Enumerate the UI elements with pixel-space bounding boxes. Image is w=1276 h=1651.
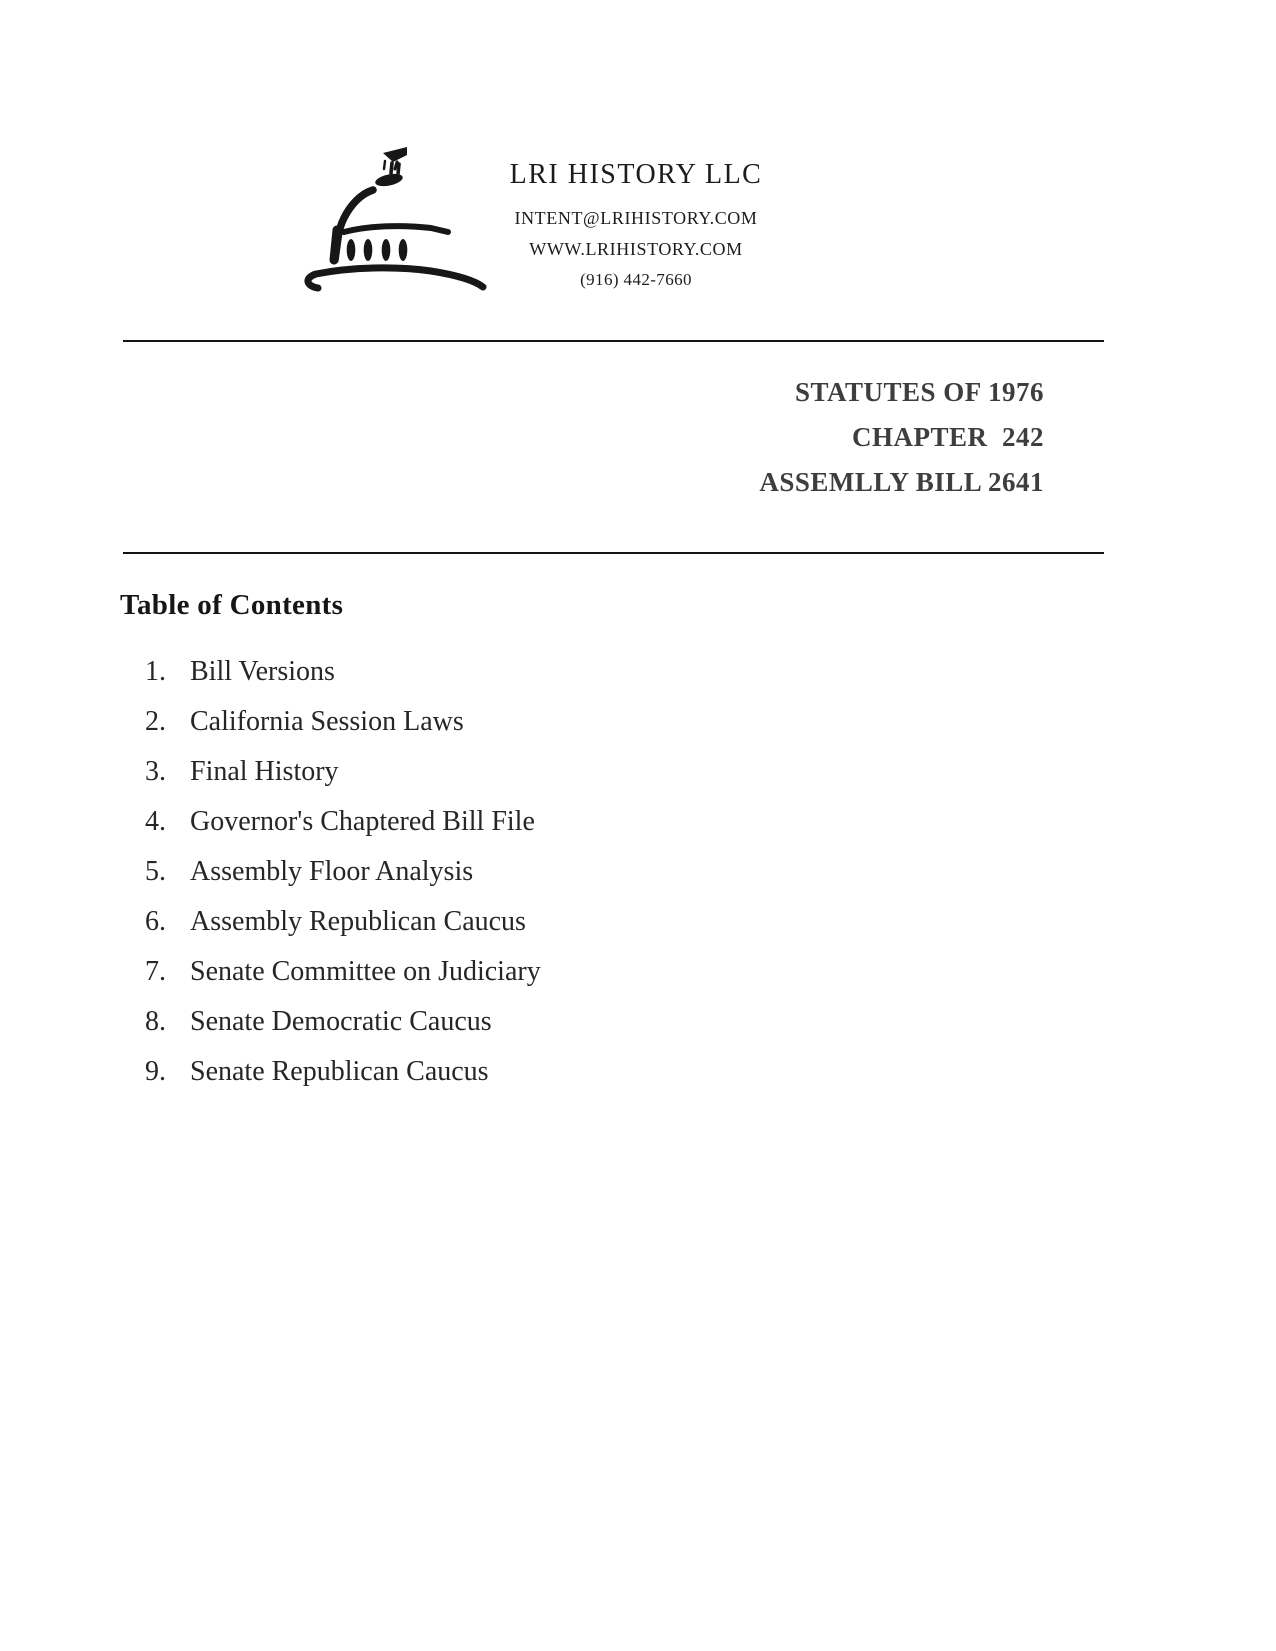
toc-item-label: Bill Versions (190, 656, 335, 687)
toc-item-label: Final History (190, 756, 339, 787)
company-header (456, 158, 816, 295)
toc-item (145, 697, 541, 747)
toc-item-number: 6. (145, 906, 166, 937)
toc-item-number: 7. (145, 956, 166, 987)
toc-item-label: Senate Democratic Caucus (190, 1006, 492, 1037)
toc-item-number: 3. (145, 756, 166, 787)
toc-item (145, 647, 541, 697)
toc-heading: Table of Contents (120, 589, 344, 621)
statute-reference-block (759, 370, 1044, 505)
company-website: WWW.LRIHISTORY.COM (529, 239, 743, 259)
toc-item-label: Senate Committee on Judiciary (190, 956, 541, 987)
toc-item-number: 9. (145, 1056, 166, 1087)
toc-item-number: 1. (145, 656, 166, 687)
toc-item (145, 1047, 541, 1097)
divider-top (123, 340, 1104, 342)
toc-item-number: 2. (145, 706, 166, 737)
assembly-bill-line: ASSEMLLY BILL 2641 (759, 467, 1044, 497)
toc-list (145, 647, 541, 1097)
toc-item (145, 847, 541, 897)
chapter-line: CHAPTER 242 (851, 422, 1044, 452)
toc-item-label: Assembly Republican Caucus (190, 906, 526, 937)
company-phone: (916) 442-7660 (580, 270, 692, 289)
logo-cornice (344, 226, 448, 232)
toc-item (145, 747, 541, 797)
toc-item-label: Assembly Floor Analysis (190, 856, 474, 887)
statutes-year-line: STATUTES OF 1976 (794, 377, 1044, 407)
toc-item (145, 997, 541, 1047)
toc-item (145, 897, 541, 947)
company-name: LRI HISTORY LLC (509, 159, 763, 190)
divider-bottom (123, 552, 1104, 554)
toc-item-number: 8. (145, 1006, 166, 1037)
toc-item-number: 5. (145, 856, 166, 887)
toc-item-label: Senate Republican Caucus (190, 1056, 489, 1087)
toc-item-number: 4. (145, 806, 166, 837)
toc-item (145, 797, 541, 847)
toc-item-label: Governor's Chaptered Bill File (190, 806, 535, 837)
toc-item-label: California Session Laws (190, 706, 464, 737)
logo-flag (383, 147, 407, 162)
company-email: INTENT@LRIHISTORY.COM (514, 208, 758, 228)
toc-item (145, 947, 541, 997)
